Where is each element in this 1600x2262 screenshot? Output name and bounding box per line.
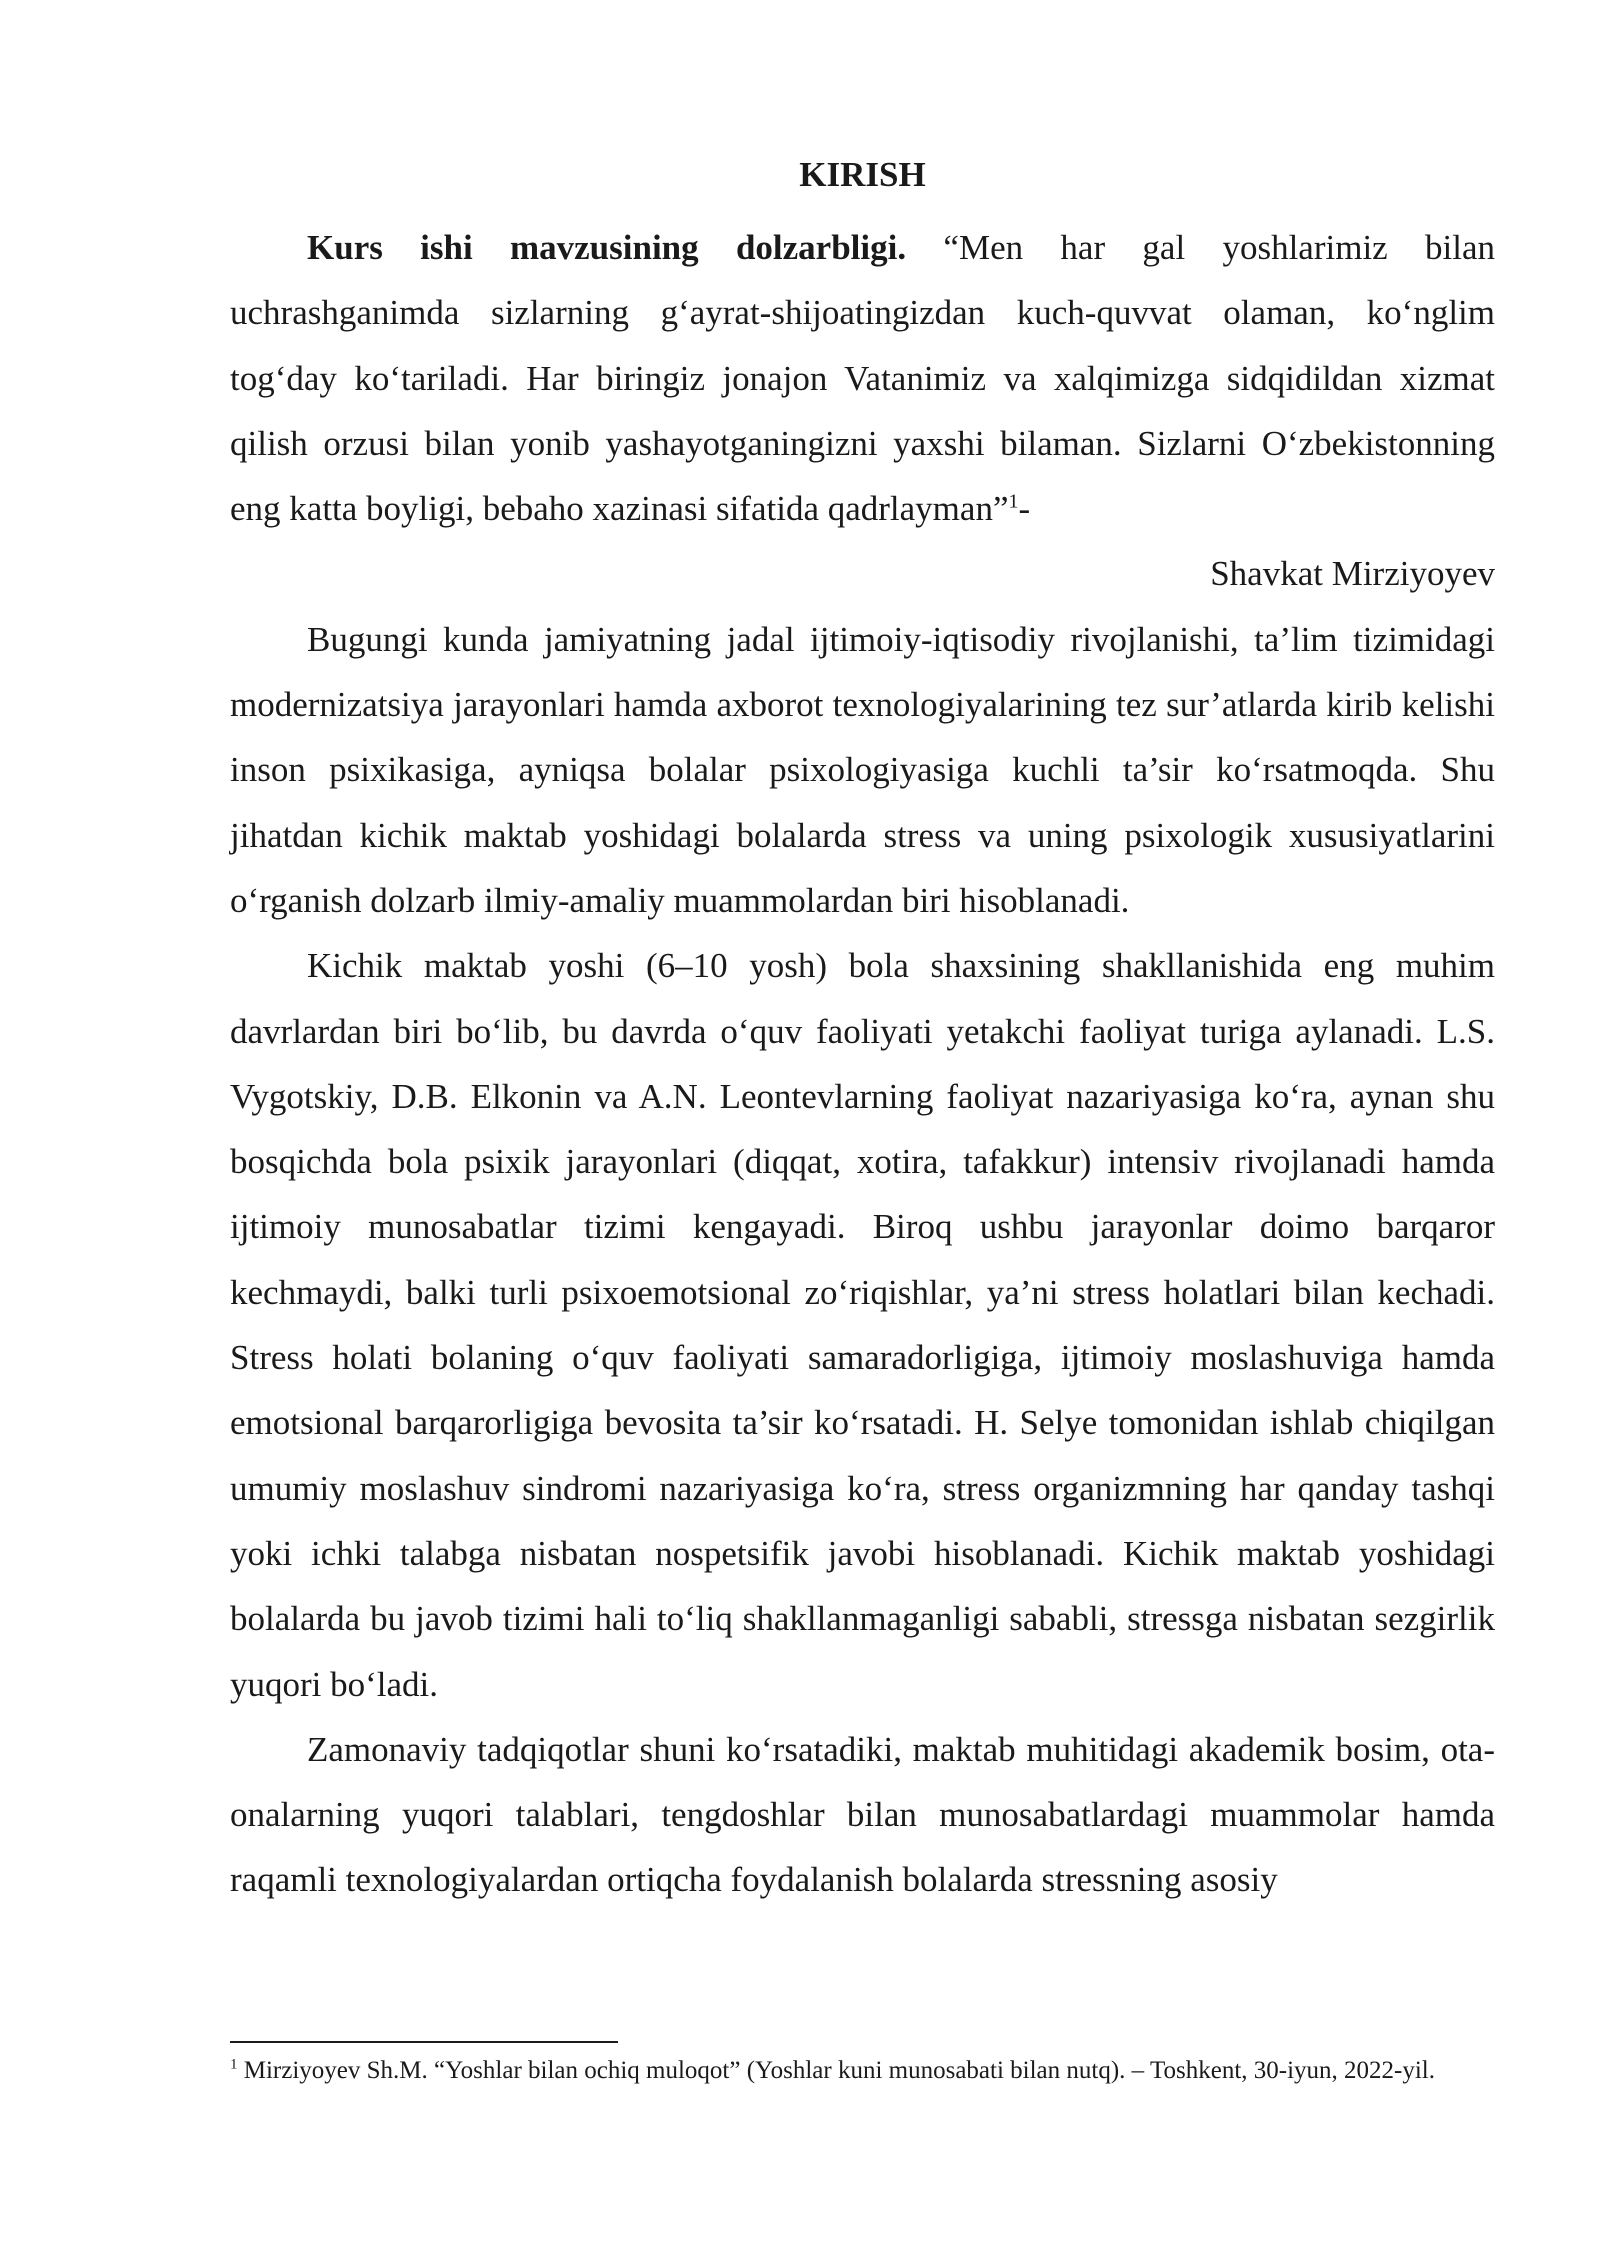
paragraph-2: Kichik maktab yoshi (6–10 yosh) bola shaxsining shakllanishida eng muhim davrlardan biri bo‘lib, bu davrda o‘quv faoliyati yetakchi faoliyat turiga aylanadi. L.S. Vygotskiy, D.B. Elkonin va A.N. Leontevlarning faoliyat nazariyasiga ko‘ra, aynan shu bosqichda bola psixik jarayonlari (diqqat, xotira, tafakkur) intensiv rivojlanadi hamda ijtimoiy munosabatlar tizimi kengayadi. Biroq ushbu jarayonlar doimo barqaror kechmaydi, balki turli psixoemotsional zo‘riqishlar, ya’ni stress holatlari bilan kechadi. Stress holati bolaning o‘quv faoliyati samaradorligiga, ijtimoiy moslashuviga hamda emotsional barqarorligiga bevosita ta’sir ko‘rsatadi. H. Selye tomonidan ishlab chiqilgan umumiy moslashuv sindromi nazariyasiga ko‘ra, stress organizmning har qanday tashqi yoki ichki talabga nisbatan nospetsifik javobi hisoblanadi. Kichik maktab yoshidagi bolalarda bu javob tizimi hali to‘liq shakllanmaganligi sababli, stressga nisbatan sezgirlik yuqori bo‘ladi. (230, 946, 1495, 1704)
footnote-reference: 1 (1008, 490, 1019, 513)
page-title: KIRISH (799, 155, 926, 194)
paragraph-1: Bugungi kunda jamiyatning jadal ijtimoiy-iqtisodiy rivojlanishi, ta’lim tizimidagi modernizatsiya jarayonlari hamda axborot texnologiyalarining tez sur’atlarda kirib kelishi inson psixikasiga, ayniqsa bolalar psixologiyasiga kuchli ta’sir ko‘rsatmoqda. Shu jihatdan kichik maktab yoshidagi bolalarda stress va uning psixologik xususiyatlarini o‘rganish dolzarb ilmiy-amaliy muammolardan biri hisoblanadi. (230, 619, 1495, 920)
footnote (230, 2053, 1495, 2089)
quote-dash: - (1018, 489, 1031, 529)
quote-author: Shavkat Mirziyoyev (1210, 554, 1495, 594)
footnote-divider (230, 2041, 618, 2043)
page-body (230, 150, 1495, 1913)
presidential-quote: “Men har gal yoshlarimiz bilan uchrashganimda sizlarning g‘ayrat-shijoatingizdan kuch-quvvat olaman, ko‘nglim tog‘day ko‘tariladi. Har biringiz jonajon Vatanimiz va xalqimizga sidqidildan xizmat qilish orzusi bilan yonib yashayotganingizni yaxshi bilaman. Sizlarni O‘zbekistonning eng katta boyligi, bebaho xazinasi sifatida qadrlayman” (230, 228, 1495, 529)
intro-paragraph (230, 215, 1495, 541)
footnote-text: Mirziyoyev Sh.M. “Yoshlar bilan ochiq muloqot” (Yoshlar kuni munosabati bilan nutq). – Toshkent, 30-iyun, 2022-yil. (237, 2057, 1435, 2084)
footnote-mark: 1 (230, 2056, 238, 2073)
paragraph-3: Zamonaviy tadqiqotlar shuni ko‘rsatadiki, maktab muhitidagi akademik bosim, ota-onalarning yuqori talablari, tengdoshlar bilan munosabatlardagi muammolar hamda raqamli texnologiyalardan ortiqcha foydalanish bolalarda stressning asosiy (230, 1729, 1495, 1900)
section-heading: Kurs ishi mavzusining dolzarbligi. (307, 228, 907, 267)
